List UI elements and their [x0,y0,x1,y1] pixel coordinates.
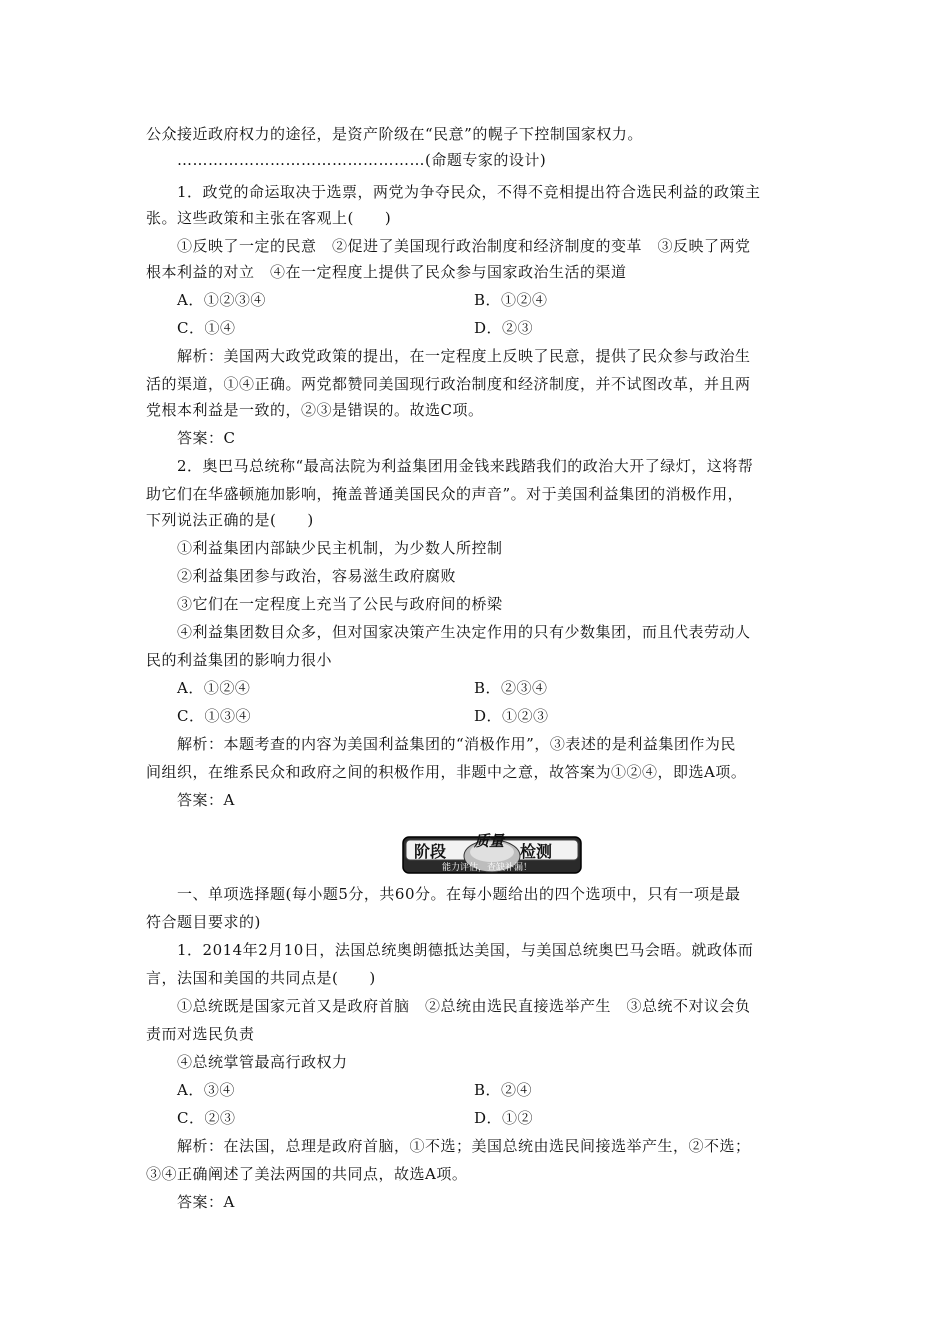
option-c: C．①④ [177,319,236,337]
explanation: 党根本利益是一致的，②③是错误的。故选C项。 [146,401,484,419]
section-instructions: 符合题目要求的) [146,913,261,931]
option-b: B．②④ [474,1081,533,1099]
badge-subtitle: 能力评估，查缺补漏！ [442,863,533,873]
option-d: D．②③ [474,319,534,337]
option-a: A．①②④ [177,679,251,697]
question-stem: 助它们在华盛顿施加影响，掩盖普通美国民众的声音”。对于美国利益集团的消极作用， [146,485,744,503]
answer: 答案：C [177,429,236,447]
question-stem: 2．奥巴马总统称“最高法院为利益集团用金钱来践踏我们的政治大开了绿灯，这将帮 [177,457,754,475]
section-instructions: 一、单项选择题(每小题5分，共60分。在每小题给出的四个选项中，只有一项是最 [177,885,741,903]
badge-title-right: 检测 [520,842,553,861]
statement-line: ①反映了一定的民意 ②促进了美国现行政治制度和经济制度的变革 ③反映了两党 [177,237,751,255]
statement-line: ②利益集团参与政治，容易滋生政府腐败 [177,567,457,585]
option-c: C．①③④ [177,707,251,725]
badge-title-mid: 质量 [474,832,505,850]
option-d: D．①② [474,1109,534,1127]
statement-line: ③它们在一定程度上充当了公民与政府间的桥梁 [177,595,503,613]
intro-line: 公众接近政府权力的途径，是资产阶级在“民意”的幌子下控制国家权力。 [146,125,643,143]
option-c: C．②③ [177,1109,236,1127]
section-badge [402,832,582,874]
answer: 答案：A [177,791,235,809]
explanation: 活的渠道，①④正确。两党都赞同美国现行政治制度和经济制度，并不试图改革，并且两 [146,375,751,393]
explanation: 间组织，在维系民众和政府之间的积极作用，非题中之意，故答案为①②④，即选A项。 [146,763,747,781]
question-stem: 张。这些政策和主张在客观上( ) [146,209,392,227]
badge-title-left: 阶段 [414,842,447,861]
statement-line: 责而对选民负责 [146,1025,255,1043]
question-stem: 下列说法正确的是( ) [146,511,314,529]
answer: 答案：A [177,1193,235,1211]
statement-line: 根本利益的对立 ④在一定程度上提供了民众参与国家政治生活的渠道 [146,263,627,281]
option-d: D．①②③ [474,707,549,725]
option-a: A．③④ [177,1081,235,1099]
option-a: A．①②③④ [177,291,266,309]
explanation: 解析：本题考查的内容为美国利益集团的“消极作用”，③表述的是利益集团作为民 [177,735,736,753]
explanation: ③④正确阐述了美法两国的共同点，故选A项。 [146,1165,468,1183]
question-stem: 言，法国和美国的共同点是( ) [146,969,376,987]
question-stem: 1．2014年2月10日，法国总统奥朗德抵达美国，与美国总统奥巴马会晤。就政体而 [177,941,754,959]
explanation: 解析：在法国，总理是政府首脑，①不选；美国总统由选民间接选举产生，②不选； [177,1137,751,1155]
source-divider: …………………………………………(命题专家的设计) [177,151,547,169]
statement-line: ④总统掌管最高行政权力 [177,1053,348,1071]
explanation: 解析：美国两大政党政策的提出，在一定程度上反映了民意，提供了民众参与政治生 [177,347,751,365]
statement-line: ④利益集团数目众多，但对国家决策产生决定作用的只有少数集团，而且代表劳动人 [177,623,751,641]
statement-line: 民的利益集团的影响力很小 [146,651,333,669]
option-b: B．②③④ [474,679,548,697]
question-stem: 1．政党的命运取决于选票，两党为争夺民众，不得不竞相提出符合选民利益的政策主 [177,183,761,201]
statement-line: ①利益集团内部缺少民主机制，为少数人所控制 [177,539,503,557]
statement-line: ①总统既是国家元首又是政府首脑 ②总统由选民直接选举产生 ③总统不对议会负 [177,997,751,1015]
option-b: B．①②④ [474,291,548,309]
